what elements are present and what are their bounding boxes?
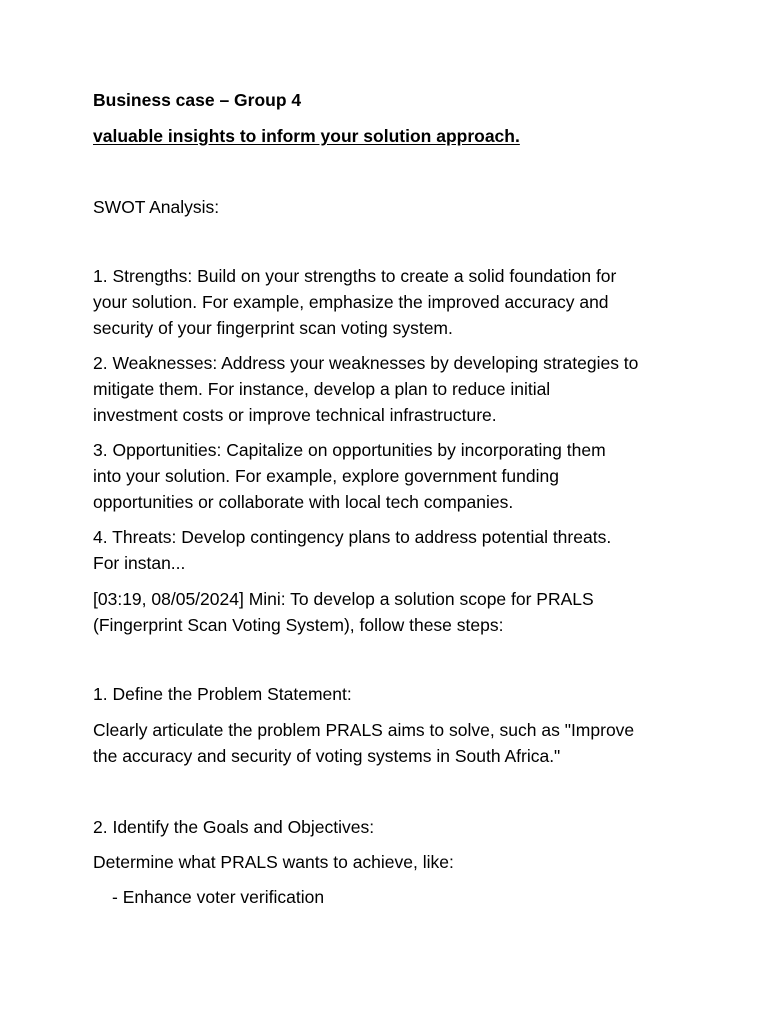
step2-heading: 2. Identify the Goals and Objectives: (93, 817, 375, 837)
threats-line-1: 4. Threats: Develop contingency plans to address potential threats. (93, 527, 612, 547)
opportunities-line-2: into your solution. For example, explore government funding (93, 466, 559, 486)
step1-body-line-1: Clearly articulate the problem PRALS aims to solve, such as "Improve (93, 720, 635, 740)
document-subtitle: valuable insights to inform your solution approach. (93, 126, 520, 146)
message-line-2: (Fingerprint Scan Voting System), follow these steps: (93, 615, 504, 635)
step1-body-line-2: the accuracy and security of voting systems in South Africa." (93, 746, 561, 766)
strengths-line-2: your solution. For example, emphasize the improved accuracy and (93, 292, 609, 312)
strengths-line-1: 1. Strengths: Build on your strengths to create a solid foundation for (93, 266, 617, 286)
step2-body: Determine what PRALS wants to achieve, like: (93, 852, 454, 872)
step2-bullet: - Enhance voter verification (112, 887, 325, 907)
threats-line-2: For instan... (93, 553, 186, 573)
weaknesses-line-3: investment costs or improve technical infrastructure. (93, 405, 497, 425)
strengths-line-3: security of your fingerprint scan voting system. (93, 318, 453, 338)
weaknesses-line-2: mitigate them. For instance, develop a plan to reduce initial (93, 379, 551, 399)
step1-heading: 1. Define the Problem Statement: (93, 684, 352, 704)
message-line-1: [03:19, 08/05/2024] Mini: To develop a solution scope for PRALS (93, 589, 594, 609)
opportunities-line-3: opportunities or collaborate with local tech companies. (93, 492, 514, 512)
opportunities-line-1: 3. Opportunities: Capitalize on opportunities by incorporating them (93, 440, 606, 460)
weaknesses-line-1: 2. Weaknesses: Address your weaknesses by developing strategies to (93, 353, 639, 373)
swot-heading: SWOT Analysis: (93, 197, 220, 217)
document-title: Business case – Group 4 (93, 90, 302, 110)
